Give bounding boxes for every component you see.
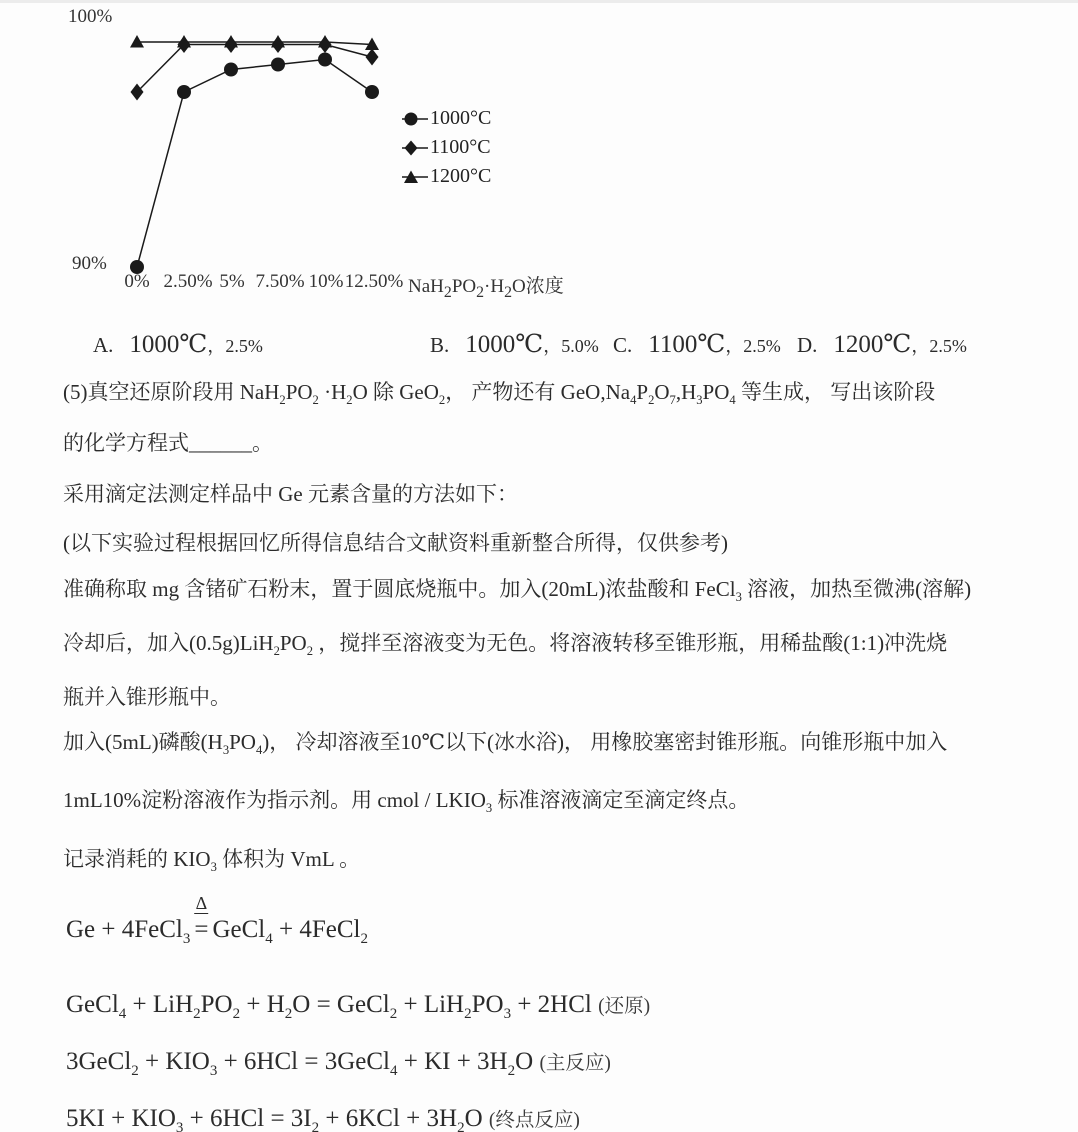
legend-item-1200c: [400, 162, 491, 191]
question5-line1: (5)真空还原阶段用 $NaH_2PO_2 \cdot H_2O$ 除 GeO$_2$， 产物还有 $GeO,Na_4P_2O_7,H_3PO_4$ 等生成， 写出该阶段: [63, 380, 936, 408]
delta-symbol: Δ: [195, 893, 208, 913]
reference-note: (以下实验过程根据回忆所得信息结合文献资料重新整合所得，仅供参考): [63, 531, 728, 555]
x-tick-5: 12.50%: [344, 271, 404, 292]
equation-endpoint-reaction: $5KI + KIO_3 + 6HCl = 3I_2 + 6KCl + 3H_2O$ (终点反应): [66, 1105, 580, 1132]
option-d-value: ，2.5%: [911, 336, 967, 356]
legend-item-1100c: [400, 133, 491, 162]
equals-sign: =: [194, 916, 209, 943]
procedure-step2-line1: 冷却后，加入$(0.5g)LiH_2PO_2$ ，搅拌至溶液变为无色。将溶液转移至锥形瓶，用稀盐酸(1:1)冲洗烧: [63, 631, 948, 659]
option-a-letter: A.: [93, 333, 114, 357]
legend-label-1200c: 1200°C: [430, 165, 492, 187]
circle-data-point: [318, 53, 332, 67]
circle-marker-icon: [400, 110, 430, 128]
procedure-step2-line2: 瓶并入锥形瓶中。: [63, 685, 231, 709]
legend-label-1000c: 1000°C: [430, 107, 492, 129]
legend-item-1000c: [400, 104, 491, 133]
equation-reduction: GeCl$_4$ + $LiH_2PO_2 + H_2O$ = GeCl$_2$ + $LiH_2PO_3 + 2HCl$ (还原): [66, 991, 651, 1022]
option-c-letter: C.: [613, 333, 633, 357]
question5-line2-blank: 的化学方程式______。: [63, 431, 273, 455]
option-b: [430, 329, 599, 359]
circle-data-point: [177, 85, 191, 99]
y-axis-label-100: 100%: [68, 6, 113, 27]
diamond-data-point: [131, 84, 144, 101]
circle-data-point: [365, 85, 379, 99]
procedure-step3-line1: 加入(5mL)磷酸$(H_3PO_4)$， 冷却溶液至10℃以下(冰水浴)， 用橡胶塞密封锥形瓶。向锥形瓶中加入: [63, 730, 948, 758]
option-b-letter: B.: [430, 333, 450, 357]
option-c-value: ，2.5%: [725, 336, 781, 356]
diamond-marker-icon: [400, 139, 430, 157]
conversion-rate-chart: [0, 3, 700, 303]
option-d: [797, 329, 967, 359]
option-b-value: ，5.0%: [543, 336, 599, 356]
option-c: [613, 329, 781, 359]
x-tick-0: 0%: [124, 271, 150, 292]
procedure-step3-line2: 1mL10%淀粉溶液作为指示剂。用 cmol / $LKIO_3$ 标准溶液滴定至滴定终点。: [63, 788, 750, 816]
equation-left: Ge + 4FeCl$_3$: [66, 916, 191, 947]
option-d-letter: D.: [797, 333, 818, 357]
equation-right: GeCl$_4$ + 4FeCl$_2$: [212, 916, 368, 947]
procedure-step1: 准确称取 mg 含锗矿石粉末，置于圆底烧瓶中。加入(20mL)浓盐酸和 FeCl$_3$ 溶液，加热至微沸(溶解): [63, 577, 972, 605]
option-a-temp: 1000℃: [129, 331, 208, 358]
record-volume-line: 记录消耗的 $KIO_3$ 体积为 VmL 。: [63, 847, 361, 875]
option-d-temp: 1200℃: [833, 331, 912, 358]
circle-data-point: [224, 63, 238, 77]
triangle-marker-icon: [400, 168, 430, 186]
chart-legend: [400, 104, 491, 191]
x-tick-3: 7.50%: [255, 271, 305, 292]
x-tick-2: 5%: [219, 271, 245, 292]
option-b-temp: 1000℃: [465, 331, 544, 358]
x-axis-title: $NaH_2PO_2\cdot H_2O$浓度: [408, 276, 564, 301]
legend-label-1100c: 1100°C: [430, 136, 491, 158]
diamond-data-point: [366, 49, 379, 66]
y-axis-label-90: 90%: [72, 253, 107, 274]
equation-main-reaction: 3GeCl$_2$ + $KIO_3 + 6HCl$ = 3GeCl$_4$ + KI + $3H_2O$ (主反应): [66, 1048, 611, 1079]
circle-data-point: [271, 58, 285, 72]
x-tick-1: 2.50%: [163, 271, 213, 292]
option-c-temp: 1100℃: [648, 331, 726, 358]
equation-ge-fecl3: [66, 893, 368, 947]
delta-over-equals: [194, 893, 209, 947]
x-tick-4: 10%: [308, 271, 344, 292]
titration-method-intro: 采用滴定法测定样品中 Ge 元素含量的方法如下：: [63, 482, 518, 506]
option-a: [93, 329, 263, 359]
option-a-value: ，2.5%: [207, 336, 263, 356]
